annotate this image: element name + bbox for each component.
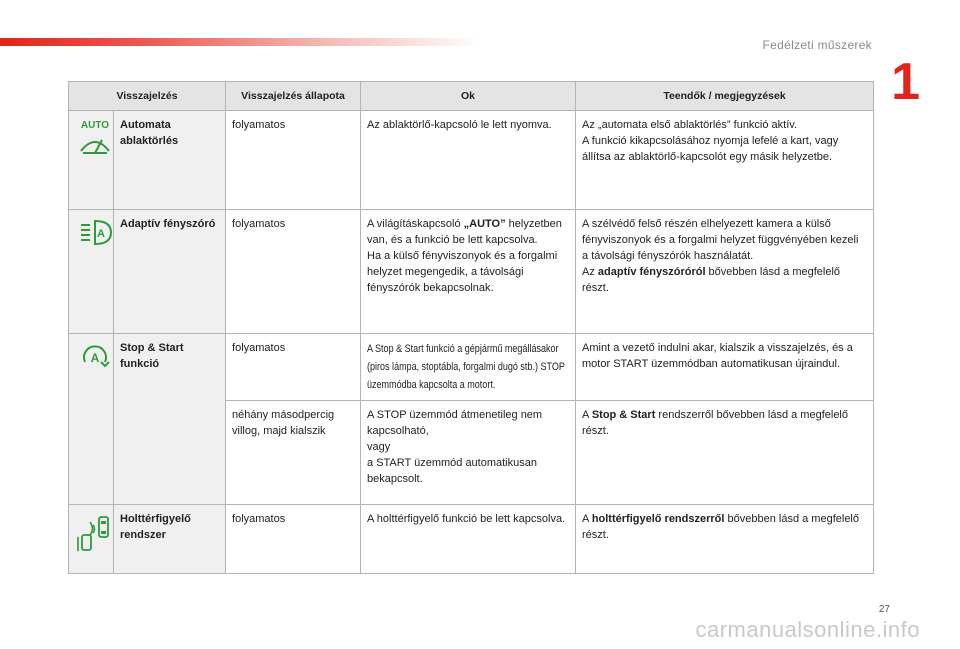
watermark-text: carmanualsonline.info [695,617,920,642]
table-row [69,334,874,401]
page-header-title: Fedélzeti műszerek [762,38,872,52]
blind-spot-icon [75,511,115,555]
indicator-cause [361,210,576,334]
indicator-state: folyamatos [226,210,361,334]
indicator-action: A Stop & Start rendszerről bővebben lásd a megfelelő részt. [576,401,874,505]
icon-cell [69,334,114,505]
header-state: Visszajelzés állapota [226,82,361,111]
auto-wiper-icon [75,117,115,159]
indicator-state: folyamatos [226,334,361,401]
cause-line: A STOP üzemmód átmenetileg nem kapcsolható, [367,409,543,437]
svg-text:A: A [90,351,100,365]
indicator-cause: A holttérfigyelő funkció be lett kapcsolva. [361,505,576,574]
action-line: Az adaptív fényszóróról bővebben lásd a megfelelő részt. [582,266,841,294]
indicator-cause [361,401,576,505]
table-header-row [69,82,874,111]
warning-lights-table [68,81,874,574]
header-cause: Ok [361,82,576,111]
cause-line: A világításkapcsoló „AUTO” helyzetben van, és a funkció be lett kapcsolva. [367,218,562,246]
indicator-action [576,210,874,334]
indicator-cause [361,334,576,401]
indicator-state: néhány másodpercig villog, majd kialszik [226,401,361,505]
cause-condensed-text: A Stop & Start funkció a gépjármű megállásakor (piros lámpa, stoptábla, forgalmi dugó stb.) STOP üzemmódba kapcsolta a motort. [367,343,565,391]
header-accent-bar [0,38,480,46]
table-row [69,210,874,334]
indicator-state: folyamatos [226,111,361,210]
table-row [69,505,874,574]
icon-cell [69,111,114,210]
indicator-cause: Az ablaktörlő-kapcsoló le lett nyomva. [361,111,576,210]
indicator-action [576,111,874,210]
action-line: A szélvédő felső részén elhelyezett kamera a külső fényviszonyok és a forgalmi helyzet függvényében kezeli a távolsági fényszórók használatát. [582,218,859,262]
indicator-name: Holttérfigyelő rendszer [114,505,226,574]
indicator-name: Automata ablaktörlés [114,111,226,210]
page-number: 27 [878,604,890,615]
svg-text:A: A [97,228,105,240]
header-action: Teendők / megjegyzések [576,82,874,111]
indicator-state: folyamatos [226,505,361,574]
indicator-name: Stop & Start funkció [114,334,226,505]
stop-start-icon [75,340,115,374]
adaptive-headlight-icon [75,216,115,250]
header-indicator: Visszajelzés [69,82,226,111]
action-line: A funkció kikapcsolásához nyomja lefelé a kart, vagy állítsa az ablaktörlő-kapcsolót egy másik helyzetbe. [582,135,839,163]
cause-line: vagy [367,441,391,453]
indicator-name: Adaptív fényszóró [114,210,226,334]
table-row [69,111,874,210]
indicator-action: Amint a vezető indulni akar, kialszik a visszajelzés, és a motor START üzemmódban automatikusan újraindul. [576,334,874,401]
action-line: Az „automata első ablaktörlés” funkció aktív. [582,119,798,131]
svg-text:AUTO: AUTO [80,120,110,131]
cause-line: a START üzemmód automatikusan bekapcsolt. [367,457,537,485]
icon-cell [69,505,114,574]
indicator-action: A holttérfigyelő rendszerről bővebben lásd a megfelelő részt. [576,505,874,574]
icon-cell [69,210,114,334]
chapter-number: 1 [891,53,920,111]
cause-line: Ha a külső fényviszonyok és a forgalmi helyzet megengedik, a távolsági fényszórók bekapcsolnak. [367,250,558,294]
